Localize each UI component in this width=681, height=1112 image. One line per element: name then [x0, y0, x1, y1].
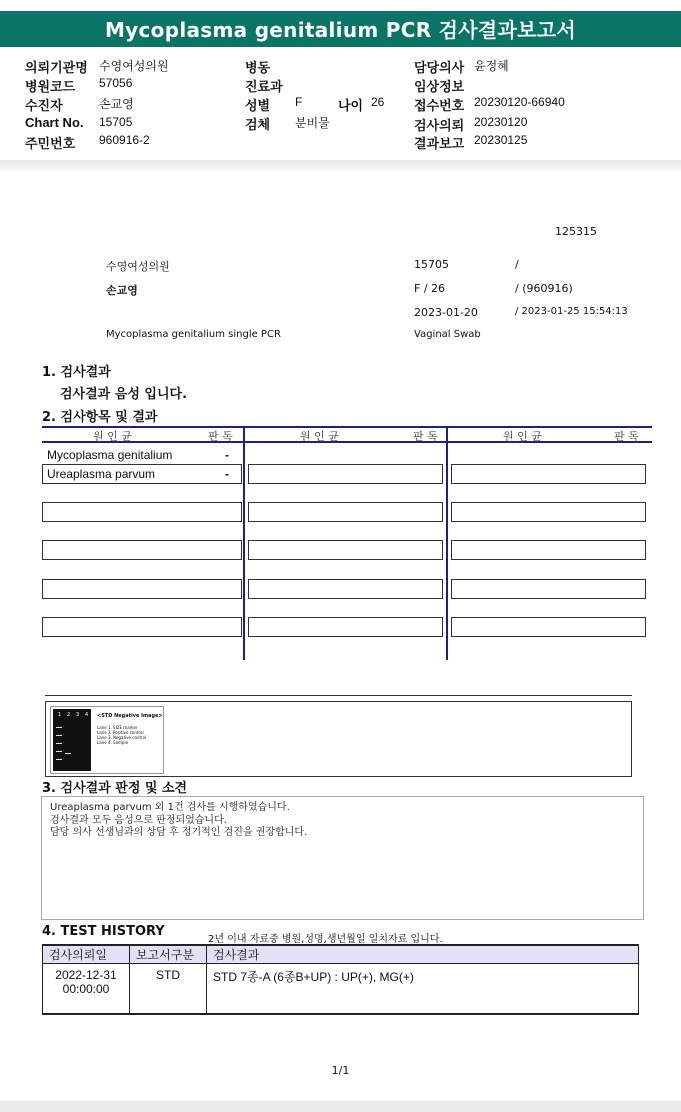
receipt-no-value: 20230120-66940 — [474, 95, 565, 109]
gel-top-rule — [45, 695, 632, 696]
header-separator — [0, 160, 681, 172]
history-result: STD 7종-A (6종B+UP) : UP(+), MG(+) — [207, 964, 639, 1014]
report-sex-age: F / 26 — [414, 282, 446, 295]
col1-pathogen-header: 원 인 균 — [93, 430, 132, 443]
dept-label: 진료과 — [245, 79, 283, 94]
result-item — [42, 464, 242, 484]
sex-value: F — [295, 95, 303, 109]
report-specimen: Vaginal Swab — [414, 329, 481, 340]
gel-legend-line: Lane 4. Sample — [97, 740, 129, 745]
gel-legend-line: Lane 2. Positive control — [97, 730, 144, 735]
history-date: 2022-12-31 — [55, 968, 117, 982]
doctor-value: 윤정혜 — [474, 59, 509, 73]
results-grid-top-border — [42, 426, 652, 428]
results-grid-divider-2 — [446, 426, 448, 660]
report-date-value: 20230125 — [474, 133, 528, 147]
empty-result-cell — [248, 502, 443, 522]
history-header-row — [43, 945, 639, 964]
empty-result-cell — [42, 579, 242, 599]
history-col-result: 검사결과 — [207, 945, 639, 964]
table-row — [43, 964, 639, 1014]
gel-band — [65, 753, 71, 754]
requesting-org-label: 의뢰기관명 — [25, 60, 88, 75]
lane-number: 1 — [58, 712, 62, 718]
age-label: 나이 — [338, 98, 364, 113]
empty-result-cell — [451, 540, 646, 560]
requesting-org-value: 수영여성의원 — [99, 59, 169, 73]
empty-result-cell — [42, 540, 242, 560]
col1-result-header: 판 독 — [208, 430, 233, 443]
gel-band — [56, 759, 62, 760]
patient-value: 손교영 — [99, 97, 134, 111]
page-number: 1/1 — [331, 1064, 350, 1077]
specimen-label: 검체 — [245, 117, 271, 132]
section2-heading: 2. 검사항목 및 결과 — [42, 410, 158, 425]
footer-bar — [0, 1101, 681, 1112]
history-date-cell — [43, 964, 130, 1014]
gel-image-box — [45, 701, 632, 777]
result-item-value: - — [225, 467, 229, 481]
report-chart-no: 15705 — [414, 258, 449, 271]
history-table — [42, 944, 639, 1015]
history-col-date: 검사의뢰일 — [43, 945, 130, 964]
lane-number: 4 — [85, 712, 89, 718]
empty-result-cell — [42, 502, 242, 522]
history-type: STD — [130, 964, 207, 1014]
gel-legend-title: <STD Negative Image> — [97, 713, 163, 719]
col3-pathogen-header: 원 인 균 — [503, 430, 542, 443]
section1-heading: 1. 검사결과 — [42, 365, 111, 380]
empty-result-cell — [42, 617, 242, 637]
empty-result-cell — [451, 617, 646, 637]
chart-no-label: Chart No. — [25, 115, 84, 130]
hospital-code-value: 57056 — [99, 76, 133, 90]
gel-band — [56, 751, 62, 752]
report-test-name: Mycoplasma genitalium single PCR — [106, 329, 281, 340]
col2-pathogen-header: 원 인 균 — [300, 430, 339, 443]
empty-result-cell — [451, 579, 646, 599]
gel-lanes — [53, 709, 91, 771]
report-title: Mycoplasma genitalium PCR 검사결과보고서 — [104, 18, 577, 42]
opinion-line: Ureaplasma parvum 외 1건 검사를 시행하였습니다. — [50, 802, 290, 813]
results-grid-divider-1 — [243, 426, 245, 660]
patient-label: 수진자 — [25, 98, 63, 113]
opinion-line: 검사결과 모두 음성으로 판정되었습니다. — [50, 814, 227, 826]
result-item — [42, 445, 242, 465]
gel-image — [50, 706, 164, 774]
receipt-no-label: 접수번호 — [414, 98, 465, 113]
report-patient-name: 손교영 — [106, 284, 138, 297]
report-date-label: 결과보고 — [414, 136, 465, 151]
doctor-label: 담당의사 — [414, 60, 465, 75]
history-time: 00:00:00 — [62, 982, 110, 996]
resident-no-label: 주민번호 — [25, 136, 76, 151]
results-grid-head-border — [42, 441, 652, 443]
section3-heading: 3. 검사결과 판정 및 소견 — [42, 781, 188, 796]
clinical-label: 임상정보 — [414, 79, 465, 94]
empty-result-cell — [451, 464, 646, 484]
report-request-date: 2023-01-20 — [414, 306, 478, 319]
empty-result-cell — [248, 464, 443, 484]
report-code: 125315 — [555, 225, 597, 238]
gel-legend-line: Lane 3. Negative control — [97, 735, 147, 740]
result-item-name: Ureaplasma parvum — [47, 467, 156, 481]
section4-heading: 4. TEST HISTORY — [42, 924, 165, 939]
sex-label: 성별 — [245, 98, 271, 113]
report-datetime: / 2023-01-25 15:54:13 — [515, 306, 628, 317]
section1-result: 검사결과 음성 입니다. — [60, 387, 188, 402]
opinion-line: 담당 의사 선생님과의 상담 후 정기적인 검진을 권장합니다. — [50, 827, 308, 838]
lane-number: 2 — [67, 712, 71, 718]
history-note: 2년 이내 자료중 병원,성명,생년월일 일치자료 입니다. — [208, 934, 443, 945]
chart-no-value: 15705 — [99, 115, 133, 129]
result-item-value: - — [225, 448, 229, 462]
request-date-value: 20230120 — [474, 115, 528, 129]
title-bar — [0, 9, 681, 47]
request-date-label: 검사의뢰 — [414, 118, 465, 133]
opinion-box — [41, 796, 644, 920]
report-org: 수영여성의원 — [106, 260, 170, 273]
report-slash: / — [515, 258, 519, 271]
empty-result-cell — [451, 502, 646, 522]
result-item-name: Mycoplasma genitalium — [47, 448, 173, 462]
resident-no-value: 960916-2 — [99, 133, 150, 147]
col2-result-header: 판 독 — [413, 430, 438, 443]
empty-result-cell — [248, 617, 443, 637]
gel-band — [56, 735, 62, 736]
specimen-value: 분비물 — [295, 116, 330, 130]
report-birth: / (960916) — [515, 282, 573, 295]
col3-result-header: 판 독 — [614, 430, 639, 443]
empty-result-cell — [248, 579, 443, 599]
gel-legend-line: Lane 1. SIZE marker — [97, 725, 138, 730]
gel-band — [56, 727, 62, 728]
ward-label: 병동 — [245, 60, 271, 75]
lane-number: 3 — [76, 712, 80, 718]
age-value: 26 — [371, 95, 385, 109]
hospital-code-label: 병원코드 — [25, 79, 76, 94]
gel-band — [56, 743, 62, 744]
history-col-type: 보고서구분 — [130, 945, 207, 964]
empty-result-cell — [248, 540, 443, 560]
